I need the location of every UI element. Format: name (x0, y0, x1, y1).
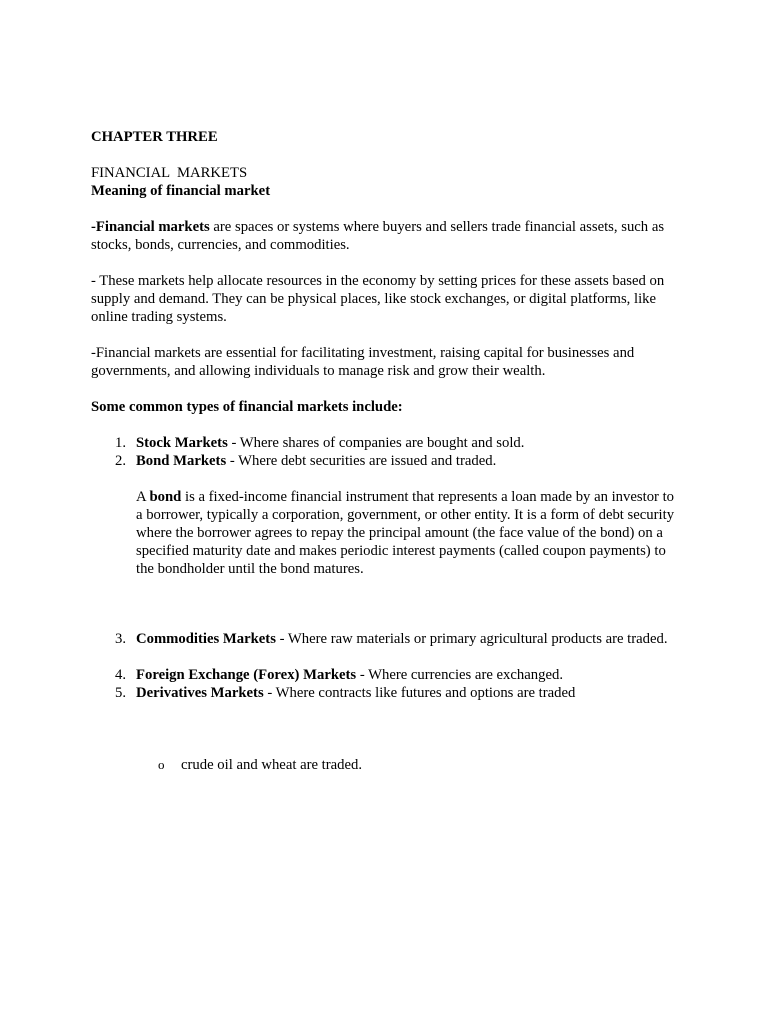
list-item-desc: - Where shares of companies are bought and sold. (227, 435, 525, 451)
list-number: 4. (114, 667, 126, 683)
list-item-desc: - Where currencies are exchanged. (356, 667, 563, 683)
paragraph-resource-allocation: - These markets help allocate resources in the economy by setting prices for these assets based on supply and demand. They can be physical places, like stock exchanges, or digital platforms, like online trading systems. (91, 273, 665, 325)
list-item-name: Foreign Exchange (Forex) Markets (136, 667, 357, 683)
types-heading: Some common types of financial markets include: (91, 399, 403, 415)
section-title: FINANCIAL MARKETS (91, 165, 248, 181)
list-item-desc: - Where raw materials or primary agricultural products are traded. (275, 631, 668, 647)
bond-definition-prefix: A (136, 489, 150, 505)
list-number: 5. (114, 685, 126, 701)
paragraph-importance: -Financial markets are essential for facilitating investment, raising capital for businesses and governments, and allowing individuals to manage risk and grow their wealth. (91, 345, 635, 379)
list-item-name: Commodities Markets (136, 631, 276, 647)
paragraph-definition-text: are spaces or systems where buyers and sellers trade financial assets, such as stocks, bonds, currencies, and commodities. (91, 219, 665, 253)
bond-definition (136, 488, 681, 578)
subsection-title: Meaning of financial market (91, 183, 271, 199)
list-number: 1. (114, 435, 126, 451)
list-item-desc: - Where contracts like futures and options are traded (263, 685, 576, 701)
sub-bullet-text: crude oil and wheat are traded. (181, 757, 363, 773)
bond-definition-term: bond (149, 489, 182, 505)
list-item-desc: - Where debt securities are issued and traded. (226, 453, 497, 469)
paragraph-definition (91, 218, 671, 254)
bullet-marker-icon: o (158, 757, 165, 772)
list-item-name: Derivatives Markets (136, 685, 264, 701)
list-item-name: Bond Markets (136, 453, 227, 469)
paragraph-definition-term: -Financial markets (91, 219, 210, 235)
chapter-heading: CHAPTER THREE (91, 129, 218, 145)
list-number: 3. (114, 631, 126, 647)
list-number: 2. (114, 453, 126, 469)
list-item-name: Stock Markets (136, 435, 228, 451)
bond-definition-text: is a fixed-income financial instrument that represents a loan made by an investor to a borrower, typically a corporation, government, or other entity. It is a form of debt security where the borrower agrees to repay the principal amount (the face value of the bond) on a specified maturity date and makes periodic interest payments (called coupon payments) to the bondholder until the bond matures. (136, 489, 675, 577)
